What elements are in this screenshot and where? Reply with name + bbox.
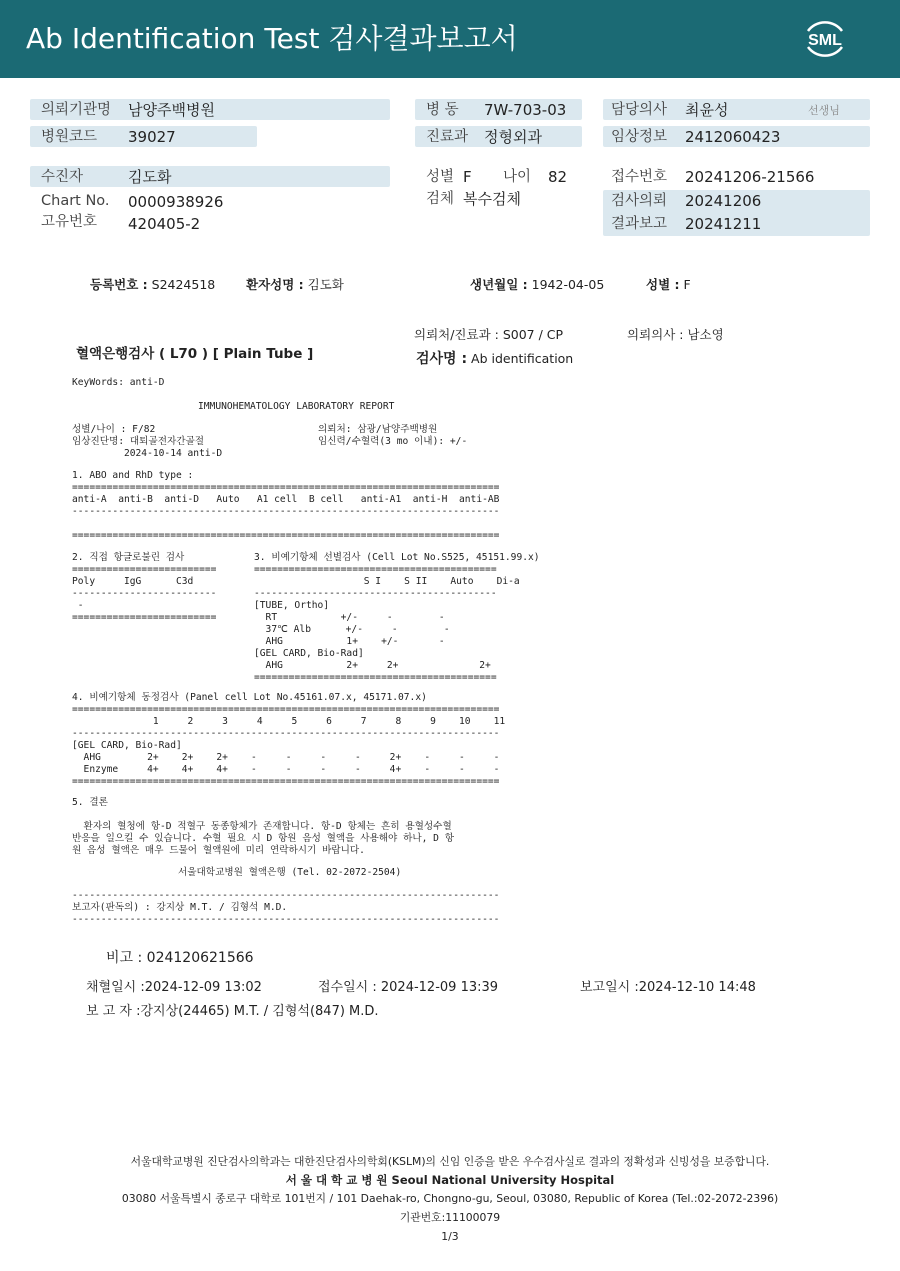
conclusion-text: 환자의 혈청에 항-D 적혈구 동종항체가 존재합니다. 항-D 항체는 흔히 용혈성수혈 반응을 일으킬 수 있습니다. 수혈 필요 시 D 항원 음성 혈액을 사용해야 하나, D 항 원 음성 혈액은 매우 드물어 혈액원에 미리 연락하시기 바랍니다.: [72, 821, 454, 856]
unique-value: 420405-2: [128, 215, 201, 233]
patient-name-field: [246, 276, 344, 294]
dob-label: 생년월일 :: [470, 277, 528, 292]
sex-value: F: [463, 168, 472, 186]
collect-label: 채혈일시 :: [86, 980, 145, 995]
patient-line: [90, 276, 215, 294]
footer-hospital-name: 서 울 대 학 교 병 원 Seoul National University Hospital: [285, 1173, 615, 1187]
name-label: 환자성명 :: [246, 277, 304, 292]
receipt-label: 접수번호: [611, 169, 668, 185]
doctor-label: 담당의사: [611, 102, 668, 118]
report-info-right: 의뢰처: 삼광/남양주백병원 임신력/수혈력(3 mo 이내): +/-: [318, 424, 468, 447]
report-title: Ab Identification Test 검사결과보고서: [26, 22, 518, 55]
unique-label: 고유번호: [41, 214, 98, 230]
req-date-label: 검사의뢰: [611, 193, 668, 209]
dob-value: 1942-04-05: [531, 277, 605, 292]
req-date-value: 20241206: [685, 192, 762, 210]
hospital-code-value: 39027: [128, 128, 176, 146]
dob-field: [470, 276, 604, 294]
receive-label: 접수일시 :: [318, 980, 377, 995]
requester: 의뢰처/진료과 : S007 / CP: [414, 327, 564, 342]
section-dat: 2. 직접 항글로불린 검사 ========================= Poly IgG C3d ------------------------- - =========================: [72, 552, 217, 623]
exam-title: 혈액은행검사 ( L70 ) [ Plain Tube ]: [76, 346, 314, 362]
specimen-label: 검체: [426, 191, 455, 207]
section-conclusion-title: 5. 결론: [72, 797, 108, 808]
reporter-label: 보 고 자 :: [86, 1004, 141, 1019]
sex-field: [646, 276, 691, 294]
report-time-field: [580, 979, 756, 997]
receive-field: [318, 979, 498, 997]
section-abo: 1. ABO and RhD type : ========================================================================== anti-A anti-B anti-D Auto A1 cell B cell anti-A1 anti-H anti-AB -------------------------------------------------------------------------- ==========================================================================: [72, 470, 500, 541]
section-screening: 3. 비예기항체 선별검사 (Cell Lot No.S525, 45151.99.x) ========================================== S I S II Auto Di-a ------------------------------------------ [TUBE, Ortho] RT +/- - - 37℃ Alb +/- - - AHG 1+ +/- - [GEL CARD, Bio-Rad] AHG 2+ 2+ 2+ ==========================================: [254, 552, 540, 683]
report-time-value: 2024-12-10 14:48: [638, 980, 756, 995]
report-time-label: 보고일시 :: [580, 980, 639, 995]
lab-report-title: IMMUNOHEMATOLOGY LABORATORY REPORT: [198, 401, 395, 412]
exam-name-value: Ab identification: [471, 351, 574, 366]
note-label: 비고 :: [106, 950, 143, 966]
svg-text:SML: SML: [808, 32, 842, 49]
clinical-value: 2412060423: [685, 128, 781, 146]
sex-label: 성별: [426, 169, 455, 185]
page-number: 1/3: [441, 1230, 459, 1243]
footer-institution-number: 기관번호:11100079: [399, 1211, 501, 1224]
hospital-code-label: 병원코드: [41, 129, 98, 145]
receive-value: 2024-12-09 13:39: [380, 980, 499, 995]
dept-label: 진료과: [426, 129, 469, 145]
patient-label: 수진자: [41, 169, 84, 185]
bar-patient: [30, 166, 390, 187]
ward-label: 병 동: [426, 102, 459, 118]
reg-value: S2424518: [151, 277, 216, 292]
note-value: 024120621566: [146, 950, 254, 966]
footer-address: 03080 서울특별시 종로구 대학로 101번지 / 101 Daehak-ro, Chongno-gu, Seoul, 03080, Republic of Korea (Tel.:02-2072-2396): [121, 1192, 779, 1205]
footer-certification: 서울대학교병원 진단검사의학과는 대한진단검사의학회(KSLM)의 신임 인증을 받은 우수검사실로 결과의 정확성과 신빙성을 보증합니다.: [130, 1155, 770, 1168]
report-header: [0, 0, 900, 78]
dept-value: 정형외과: [484, 128, 542, 146]
patient-value: 김도화: [128, 168, 172, 186]
keywords: KeyWords: anti-D: [72, 377, 165, 388]
sml-logo: [800, 14, 850, 64]
doctor-value: 최윤성: [685, 101, 729, 119]
section-identification: 4. 비예기항체 동정검사 (Panel cell Lot No.45161.07.x, 45171.07.x) ========================================================================== 1 2 3 4 5 6 7 8 9 10 11 -------------------------------------------------------------------------- [GEL CARD, Bio-Rad] AHG 2+ 2+ 2+ - - - - 2+ - - - Enzyme 4+ 4+ 4+ - - - - 4+ - - - ==========================================================================: [72, 692, 506, 787]
age-value: 82: [548, 168, 568, 186]
reg-label: 등록번호 :: [90, 277, 148, 292]
blood-bank-contact: 서울대학교병원 혈액은행 (Tel. 02-2072-2504): [178, 867, 402, 878]
collect-value: 2024-12-09 13:02: [144, 980, 262, 995]
specimen-value: 복수검체: [463, 190, 521, 208]
exam-name-field: [416, 350, 573, 368]
ward-value: 7W-703-03: [484, 101, 567, 119]
name-value: 김도화: [307, 277, 344, 292]
report-info-left: 성별/나이 : F/82 임상진단명: 대퇴골전자간골절 2024-10-14 anti-D: [72, 424, 223, 459]
request-org-value: 남양주백병원: [128, 101, 215, 119]
exam-name-label: 검사명 :: [416, 351, 468, 367]
sex2-label: 성별 :: [646, 277, 680, 292]
note-field: [106, 949, 254, 967]
sex2-value: F: [683, 277, 691, 292]
clinical-label: 임상정보: [611, 129, 668, 145]
age-label: 나이: [503, 169, 532, 185]
collect-field: [86, 979, 262, 997]
report-date-value: 20241211: [685, 215, 762, 233]
reporter-field: [86, 1003, 379, 1021]
doctor-suffix: 선생님: [808, 104, 840, 117]
chart-value: 0000938926: [128, 193, 224, 211]
chart-label: Chart No.: [41, 193, 110, 209]
reporter-block: -------------------------------------------------------------------------- 보고자(판독의) : 강지상 M.T. / 김형석 M.D. --------------------------------------------------------------------------: [72, 890, 500, 925]
report-date-label: 결과보고: [611, 216, 668, 232]
receipt-value: 20241206-21566: [685, 168, 815, 186]
request-org-label: 의뢰기관명: [41, 102, 112, 118]
reporter-value: 강지상(24465) M.T. / 김형석(847) M.D.: [140, 1004, 379, 1019]
requesting-doctor: 의뢰의사 : 남소영: [627, 327, 724, 342]
